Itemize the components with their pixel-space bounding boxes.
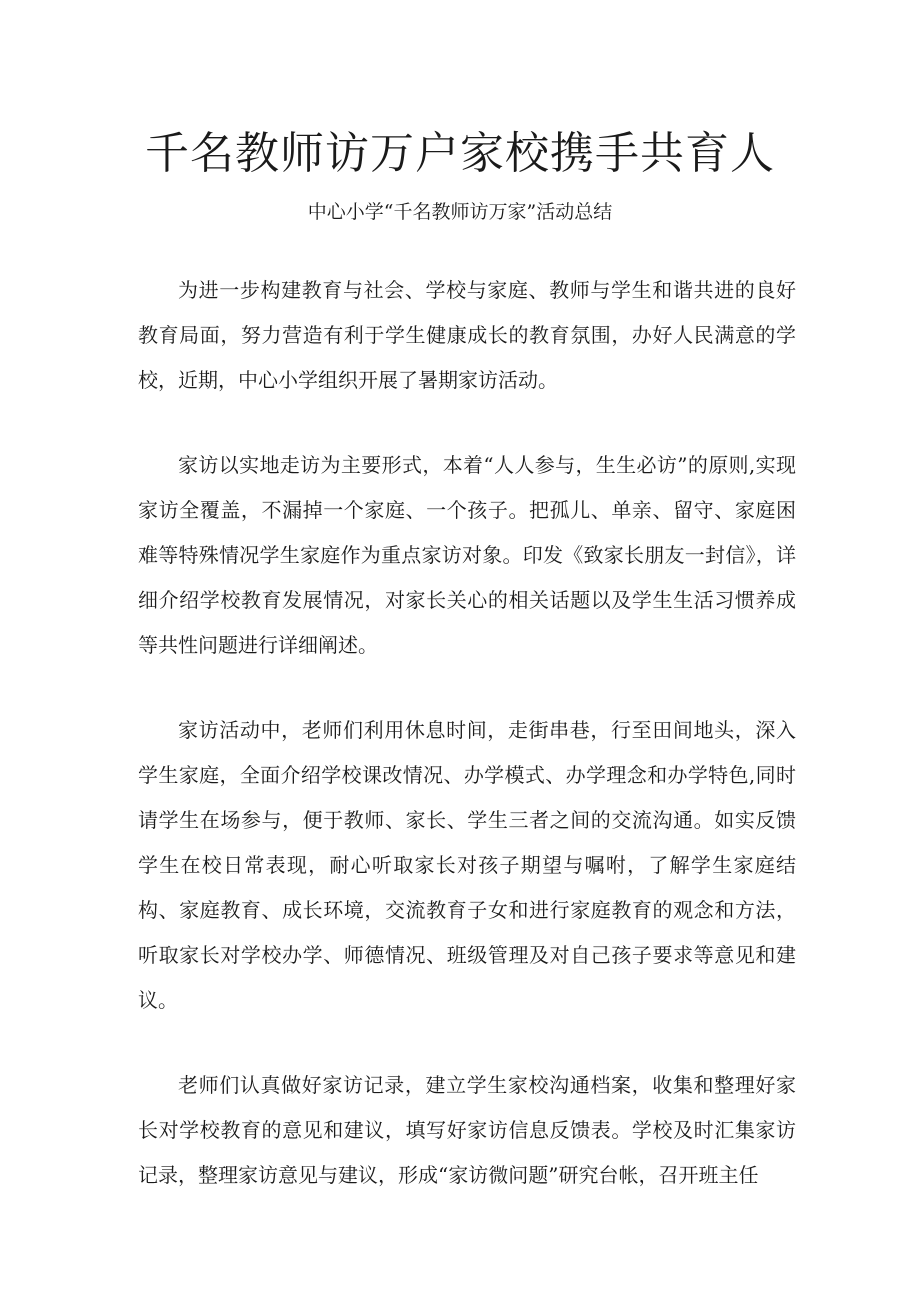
paragraph-3: 家访活动中，老师们利用休息时间，走街串巷，行至田间地头，深入学生家庭，全面介绍学校课改情况、办学模式、办学理念和办学特色,同时请学生在场参与，便于教师、家长、学生三者之间的交流沟通。如实反馈学生在校日常表现，耐心听取家长对孩子期望与嘱咐，了解学生家庭结构、家庭教育、成长环境，交流教育子女和进行家庭教育的观念和方法，听取家长对学校办学、师德情况、班级管理及对自己孩子要求等意见和建议。 xyxy=(138,718,796,1012)
document-title: 千名教师访万户家校携手共育人 xyxy=(145,128,775,179)
paragraph-1: 为进一步构建教育与社会、学校与家庭、教师与学生和谐共进的良好教育局面，努力营造有利于学生健康成长的教育氛围，办好人民满意的学校，近期，中心小学组织开展了暑期家访活动。 xyxy=(138,278,796,392)
document-subtitle: 中心小学“千名教师访万家”活动总结 xyxy=(307,201,613,223)
paragraph-2: 家访以实地走访为主要形式，本着“人人参与，生生必访”的原则,实现家访全覆盖，不漏掉一个家庭、一个孩子。把孤儿、单亲、留守、家庭困难等特殊情况学生家庭作为重点家访对象。印发《致家长朋友一封信》，详细介绍学校教育发展情况，对家长关心的相关话题以及学生生活习惯养成等共性问题进行详细阐述。 xyxy=(138,453,796,657)
paragraph-4: 老师们认真做好家访记录，建立学生家校沟通档案，收集和整理好家长对学校教育的意见和建议，填写好家访信息反馈表。学校及时汇集家访记录，整理家访意见与建议，形成“家访微问题”研究台帐，召开班主任 xyxy=(138,1073,796,1187)
document-body xyxy=(138,268,796,1238)
